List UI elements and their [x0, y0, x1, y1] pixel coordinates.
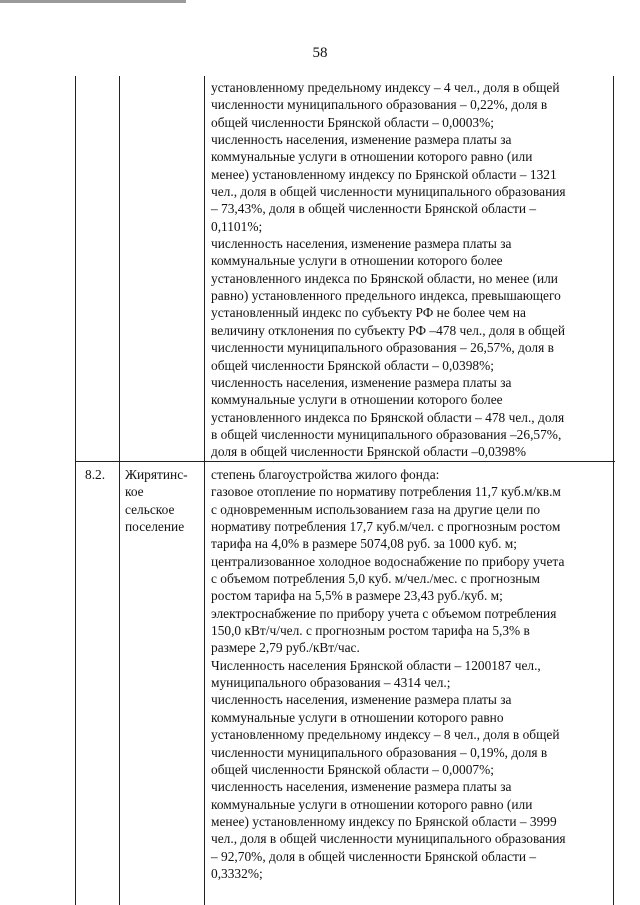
row-description-text [211, 466, 611, 882]
column-divider-name [204, 76, 205, 905]
text-line: электроснабжение по прибору учета с объемом потребления [211, 605, 557, 621]
text-line: численность населения, изменение размера платы за [211, 374, 512, 390]
settlement-name [125, 466, 188, 535]
text-line: – 73,43%, доля в общей численности Брянской области – [211, 201, 537, 217]
text-line: доля в общей численности Брянской области –0,0398% [211, 444, 527, 460]
scan-edge-line [0, 0, 186, 3]
row-divider [75, 461, 615, 462]
text-line: менее) установленному индексу по Брянской области – 1321 [211, 166, 557, 182]
text-line: муниципального образования – 4314 чел.; [211, 675, 451, 691]
text-line: 0,1101%; [211, 218, 263, 234]
text-line: централизованное холодное водоснабжение по прибору учета [211, 553, 565, 569]
text-line: численность населения, изменение размера платы за [211, 779, 512, 795]
text-line: с объемом потребления 5,0 куб. м/чел./мес. с прогнозным [211, 571, 540, 587]
table-border-left [75, 76, 76, 905]
text-line: численности муниципального образования – 0,19%, доля в [211, 744, 548, 760]
row-number: 8.2. [85, 467, 106, 482]
text-line: численность населения, изменение размера платы за [211, 132, 512, 148]
text-line: ростом тарифа на 5,5% в размере 23,43 руб./куб. м; [211, 588, 503, 604]
text-line: с одновременным использованием газа на другие цели по [211, 501, 541, 517]
text-line: газовое отопление по нормативу потребления 11,7 куб.м/кв.м [211, 484, 561, 500]
text-line: 0,3332%; [211, 865, 263, 881]
text-line: численность населения, изменение размера платы за [211, 236, 512, 252]
text-line: чел., доля в общей численности муниципального образования [211, 831, 566, 847]
text-line: установленный индекс по субъекту РФ не более чем на [211, 305, 526, 321]
text-line: общей численности Брянской области – 0,0003%; [211, 114, 494, 130]
text-line: установленного индекса по Брянской области, но менее (или [211, 270, 558, 286]
text-line: коммунальные услуги в отношении которого равно (или [211, 796, 533, 812]
text-line: – 92,70%, доля в общей численности Брянской области – [211, 848, 537, 864]
name-line: сельское [125, 501, 175, 517]
text-line: общей численности Брянской области – 0,0398%; [211, 357, 494, 373]
text-line: коммунальные услуги в отношении которого равно [211, 709, 504, 725]
text-line: установленному предельному индексу – 8 чел., доля в общей [211, 727, 560, 743]
name-line: Жирятинс- [125, 467, 188, 482]
text-line: коммунальные услуги в отношении которого более [211, 392, 503, 408]
text-line: чел., доля в общей численности муниципального образования [211, 184, 566, 200]
text-line: нормативу потребления 17,7 куб.м/чел. с прогнозным ростом [211, 519, 561, 535]
text-line: коммунальные услуги в отношении которого более [211, 253, 503, 269]
document-table [75, 76, 615, 905]
text-line: тарифа на 4,0% в размере 5074,08 руб. за 1000 куб. м; [211, 536, 517, 552]
text-line: численности муниципального образования – 26,57%, доля в [211, 340, 554, 356]
text-line: величину отклонения по субъекту РФ –478 чел., доля в общей [211, 322, 566, 338]
text-line: в общей численности муниципального образования –26,57%, [211, 426, 562, 442]
name-line: кое [125, 484, 144, 500]
column-divider-number [119, 76, 120, 905]
name-line: поселение [125, 519, 185, 535]
page-number: 58 [312, 45, 328, 61]
text-line: менее) установленному индексу по Брянской области – 3999 [211, 813, 557, 829]
text-line: равно) установленного предельного индекса, превышающего [211, 288, 561, 304]
text-line: установленному предельному индексу – 4 чел., доля в общей [211, 80, 560, 95]
text-line: установленного индекса по Брянской области – 478 чел., доля [211, 409, 565, 425]
text-line: степень благоустройства жилого фонда: [211, 467, 440, 482]
text-line: численности муниципального образования – 0,22%, доля в [211, 97, 548, 113]
text-line: коммунальные услуги в отношении которого равно (или [211, 149, 533, 165]
text-line: Численность населения Брянской области – 1200187 чел., [211, 657, 541, 673]
table-border-right [613, 76, 614, 905]
continued-row-text [211, 79, 611, 461]
text-line: 150,0 кВт/ч/чел. с прогнозным ростом тарифа на 5,3% в [211, 623, 530, 639]
text-line: размере 2,79 руб./кВт/час. [211, 640, 360, 656]
text-line: общей численности Брянской области – 0,0007%; [211, 761, 494, 777]
text-line: численность населения, изменение размера платы за [211, 692, 512, 708]
